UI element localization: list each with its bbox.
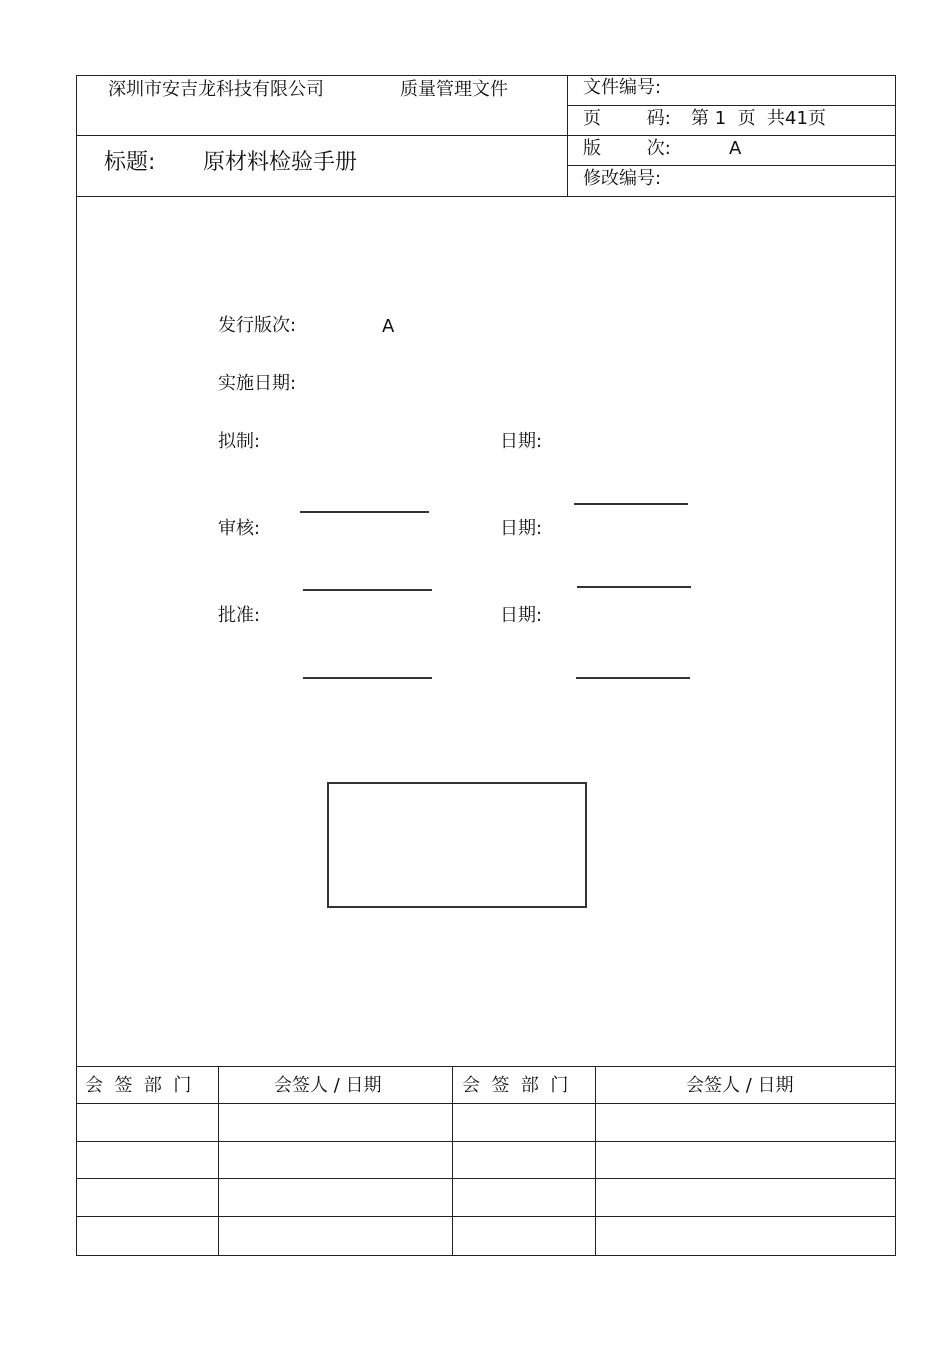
- frame-right: [895, 75, 896, 1255]
- page-label: 页 码:: [583, 108, 671, 129]
- frame-top: [76, 75, 896, 76]
- effective-date-label: 实施日期:: [218, 373, 297, 394]
- signoff-cell-r2-signer-1[interactable]: [219, 1142, 451, 1177]
- signoff-cell-r3-signer-2[interactable]: [596, 1179, 894, 1215]
- approved-signature-line: [303, 677, 432, 679]
- reviewed-date-line: [577, 586, 691, 588]
- signoff-cell-r2-dept-1[interactable]: [77, 1142, 217, 1177]
- signoff-cell-r4-dept-2[interactable]: [453, 1217, 594, 1254]
- signoff-cell-r4-signer-1[interactable]: [219, 1217, 451, 1254]
- page-title: 原材料检验手册: [203, 150, 358, 175]
- signoff-cell-r4-dept-1[interactable]: [77, 1217, 217, 1254]
- version-value: A: [729, 138, 742, 159]
- signoff-top-line: [76, 1066, 895, 1067]
- drafted-date-line: [574, 503, 688, 505]
- approved-date-line: [576, 677, 690, 679]
- document-type: 质量管理文件: [400, 79, 508, 100]
- page-info: 第 1 页 共41页: [691, 108, 826, 129]
- signoff-signer-header-2: 会签人 / 日期: [686, 1075, 794, 1096]
- revision-number-label: 修改编号:: [583, 168, 662, 189]
- title-label: 标题:: [104, 150, 156, 175]
- reviewed-signature-line: [303, 589, 432, 591]
- reviewed-label: 审核:: [218, 518, 261, 539]
- drafted-label: 拟制:: [218, 431, 261, 452]
- signoff-cell-r3-signer-1[interactable]: [219, 1179, 451, 1215]
- signoff-cell-r1-dept-1[interactable]: [77, 1104, 217, 1140]
- header-bottom-line: [76, 196, 895, 197]
- signoff-signer-header-1: 会签人 / 日期: [274, 1075, 382, 1096]
- issue-version-value: A: [382, 316, 395, 337]
- frame-bottom: [76, 1255, 896, 1256]
- signoff-cell-r3-dept-2[interactable]: [453, 1179, 594, 1215]
- version-label: 版 次:: [583, 138, 671, 159]
- signoff-dept-header-1: 会 签 部 门: [85, 1075, 192, 1096]
- signoff-cell-r2-signer-2[interactable]: [596, 1142, 894, 1177]
- approved-date-label: 日期:: [500, 605, 543, 626]
- signoff-cell-r2-dept-2[interactable]: [453, 1142, 594, 1177]
- reviewed-date-label: 日期:: [500, 518, 543, 539]
- signoff-cell-r1-dept-2[interactable]: [453, 1104, 594, 1140]
- frame-left: [76, 75, 77, 1255]
- drafted-date-label: 日期:: [500, 431, 543, 452]
- signoff-cell-r3-dept-1[interactable]: [77, 1179, 217, 1215]
- issue-version-label: 发行版次:: [218, 315, 297, 336]
- signoff-cell-r1-signer-1[interactable]: [219, 1104, 451, 1140]
- company-name: 深圳市安吉龙科技有限公司: [108, 79, 324, 100]
- signoff-cell-r1-signer-2[interactable]: [596, 1104, 894, 1140]
- approved-label: 批准:: [218, 605, 261, 626]
- header-row-line-3: [567, 165, 895, 166]
- signoff-cell-r4-signer-2[interactable]: [596, 1217, 894, 1254]
- drafted-signature-line: [300, 511, 429, 513]
- header-row-line-2: [76, 135, 895, 136]
- signoff-dept-header-2: 会 签 部 门: [462, 1075, 569, 1096]
- file-number-label: 文件编号:: [583, 77, 662, 98]
- header-row-line-1: [567, 105, 895, 106]
- stamp-box: [327, 782, 587, 908]
